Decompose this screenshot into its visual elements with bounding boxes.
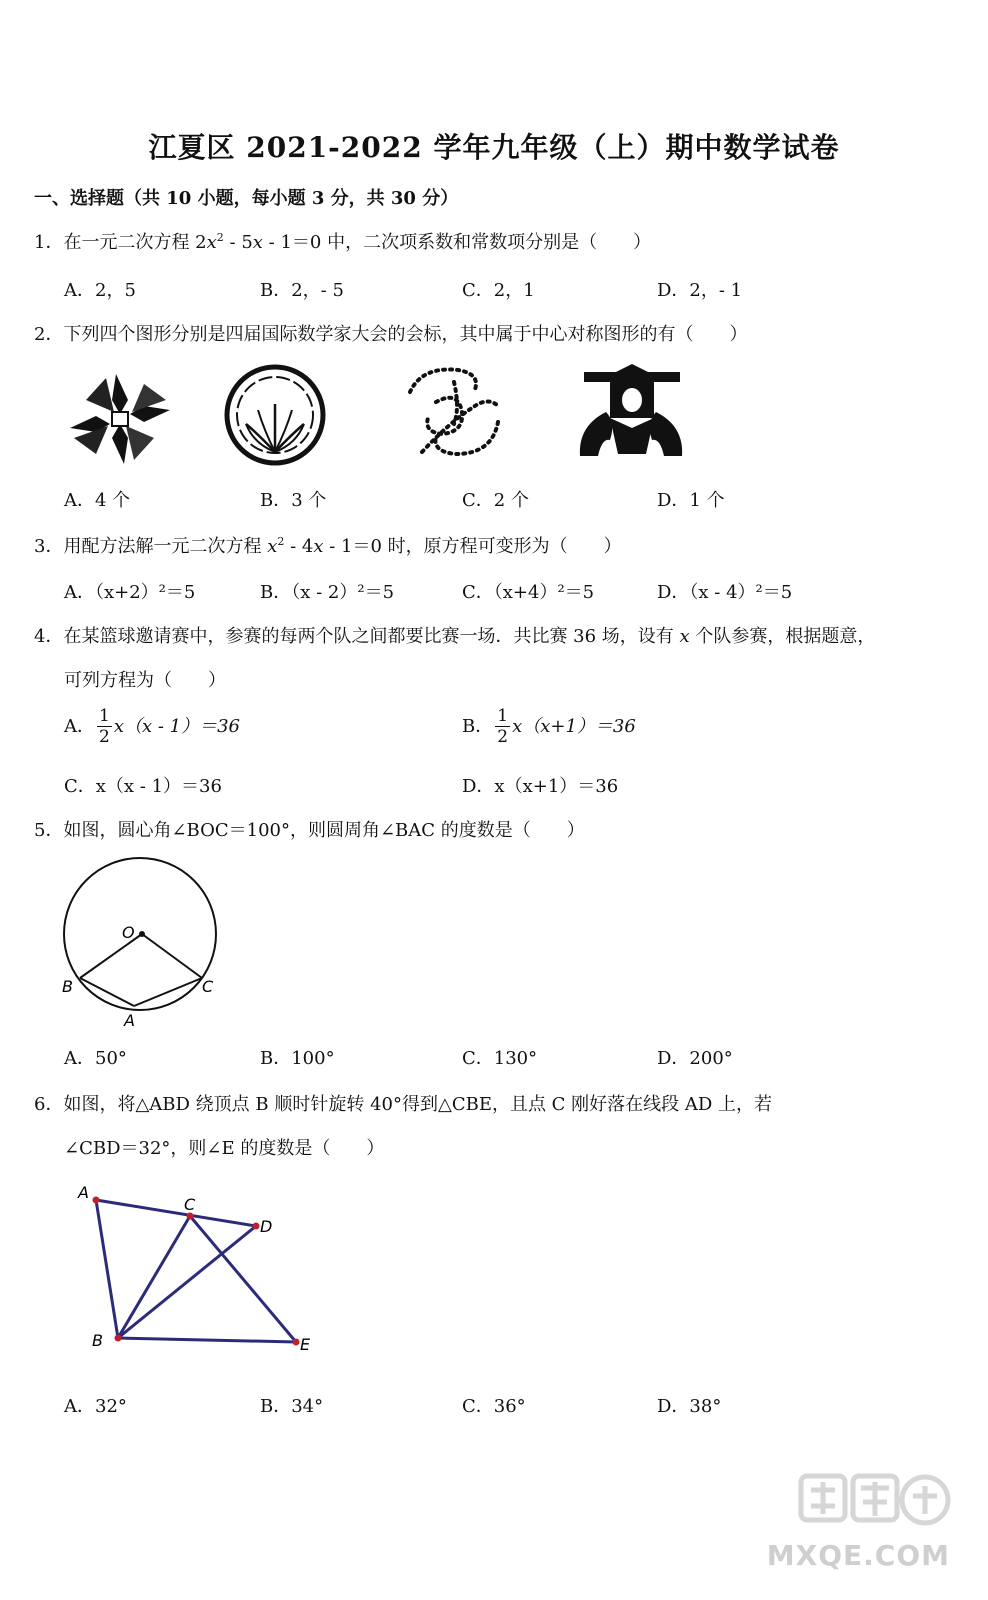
q1-option-b: B．2，- 5 — [260, 280, 344, 301]
q2-option-a: A．4 个 — [64, 490, 131, 511]
q1-var-x2: x — [252, 232, 263, 253]
q6-option-b: B．34° — [260, 1396, 324, 1417]
q1-text-post: - 1＝0 中，二次项系数和常数项分别是（ ） — [262, 232, 652, 253]
label-c: C — [184, 1195, 196, 1214]
dotted-spiral-logo — [402, 362, 508, 462]
label-a: A — [124, 1011, 135, 1030]
exam-title: 江夏区 2021-2022 学年九年级（上）期中数学试卷 — [148, 131, 840, 164]
q3-text-mid: - 4 — [284, 536, 314, 557]
label-b: B — [92, 1331, 103, 1350]
q1-option-c: C．2，1 — [462, 280, 535, 301]
q4-b-label: B． — [462, 716, 494, 737]
q6-option-d: D．38° — [657, 1396, 722, 1417]
lantern-logo — [576, 364, 686, 460]
q5-option-d: D．200° — [657, 1048, 733, 1069]
label-e: E — [300, 1335, 311, 1354]
q2-option-c: C．2 个 — [462, 490, 529, 511]
q4-option-d: D．x（x+1）＝36 — [462, 776, 619, 797]
q2-option-d: D．1 个 — [657, 490, 725, 511]
q4-a-tail: x（x - 1）＝36 — [113, 716, 241, 737]
q3-option-b: B．（x - 2）²＝5 — [260, 582, 395, 603]
q1-exponent: 2 — [216, 231, 224, 244]
q3-option-d: D．（x - 4）²＝5 — [657, 582, 793, 603]
label-b: B — [62, 977, 73, 996]
watermark-url: MXQE.COM — [766, 1539, 950, 1572]
pinwheel-logo — [66, 370, 174, 468]
label-o: O — [122, 923, 135, 942]
q1-var-x: x — [206, 232, 217, 253]
q6-option-c: C．36° — [462, 1396, 526, 1417]
section-heading: 一、选择题（共 10 小题，每小题 3 分，共 30 分） — [34, 188, 459, 209]
q5-option-c: C．130° — [462, 1048, 538, 1069]
q4-b-fraction — [495, 708, 510, 746]
q2-option-b: B．3 个 — [260, 490, 327, 511]
q4-a-fraction — [97, 708, 112, 746]
label-c: C — [202, 977, 214, 996]
q4-b-tail: x（x+1）＝36 — [512, 716, 636, 737]
label-a: A — [78, 1183, 89, 1202]
question-6-line-1: 6．如图，将△ABD 绕顶点 B 顺时针旋转 40°得到△CBE，且点 C 刚好落在线段 AD 上，若 — [34, 1094, 773, 1115]
q5-option-a: A．50° — [64, 1048, 127, 1069]
question-5: 5．如图，圆心角∠BOC＝100°，则圆周角∠BAC 的度数是（ ） — [34, 820, 585, 841]
q1-option-d: D．2，- 1 — [657, 280, 743, 301]
answer-circle-watermark-logo — [797, 1470, 952, 1540]
q3-option-a: A．（x+2）²＝5 — [64, 582, 196, 603]
q4-option-c: C．x（x - 1）＝36 — [64, 776, 222, 797]
question-6-line-2: ∠CBD＝32°，则∠E 的度数是（ ） — [64, 1138, 385, 1159]
q4-text-post: 个队参赛，根据题意， — [689, 626, 876, 647]
question-3 — [34, 532, 622, 558]
circle-figure — [56, 852, 228, 1032]
q1-option-a: A．2，5 — [64, 280, 136, 301]
q4-option-b — [462, 708, 636, 746]
question-1 — [34, 228, 651, 254]
circle-flower-logo — [218, 364, 332, 466]
q4-var-x: x — [679, 626, 690, 647]
label-d: D — [260, 1217, 273, 1236]
q3-exponent: 2 — [277, 535, 285, 548]
q3-var-x: x — [267, 536, 278, 557]
question-4-line-2: 可列方程为（ ） — [64, 670, 226, 691]
q6-option-a: A．32° — [64, 1396, 127, 1417]
q4-a-frac-den: 2 — [99, 727, 110, 747]
q1-number: 1． — [34, 232, 64, 253]
q1-text-pre: 在一元二次方程 2 — [63, 232, 207, 253]
q4-b-frac-num: 1 — [497, 706, 509, 726]
question-2: 2．下列四个图形分别是四届国际数学家大会的会标，其中属于中心对称图形的有（ ） — [34, 324, 748, 345]
q3-text-pre: 3．用配方法解一元二次方程 — [34, 536, 268, 557]
q4-text-pre: 4．在某篮球邀请赛中，参赛的每两个队之间都要比赛一场．共比赛 36 场，设有 — [34, 626, 680, 647]
q4-a-label: A． — [64, 716, 95, 737]
q3-text-post: - 1＝0 时，原方程可变形为（ ） — [323, 536, 622, 557]
question-4-line-1 — [34, 622, 875, 648]
q4-b-frac-den: 2 — [497, 727, 509, 747]
q3-var-x2: x — [313, 536, 324, 557]
rotation-figure — [70, 1180, 330, 1360]
q1-text-mid: - 5 — [223, 232, 253, 253]
q3-option-c: C．（x+4）²＝5 — [462, 582, 595, 603]
q5-option-b: B．100° — [260, 1048, 335, 1069]
q4-a-frac-num: 1 — [99, 706, 110, 726]
q4-option-a — [64, 708, 240, 746]
